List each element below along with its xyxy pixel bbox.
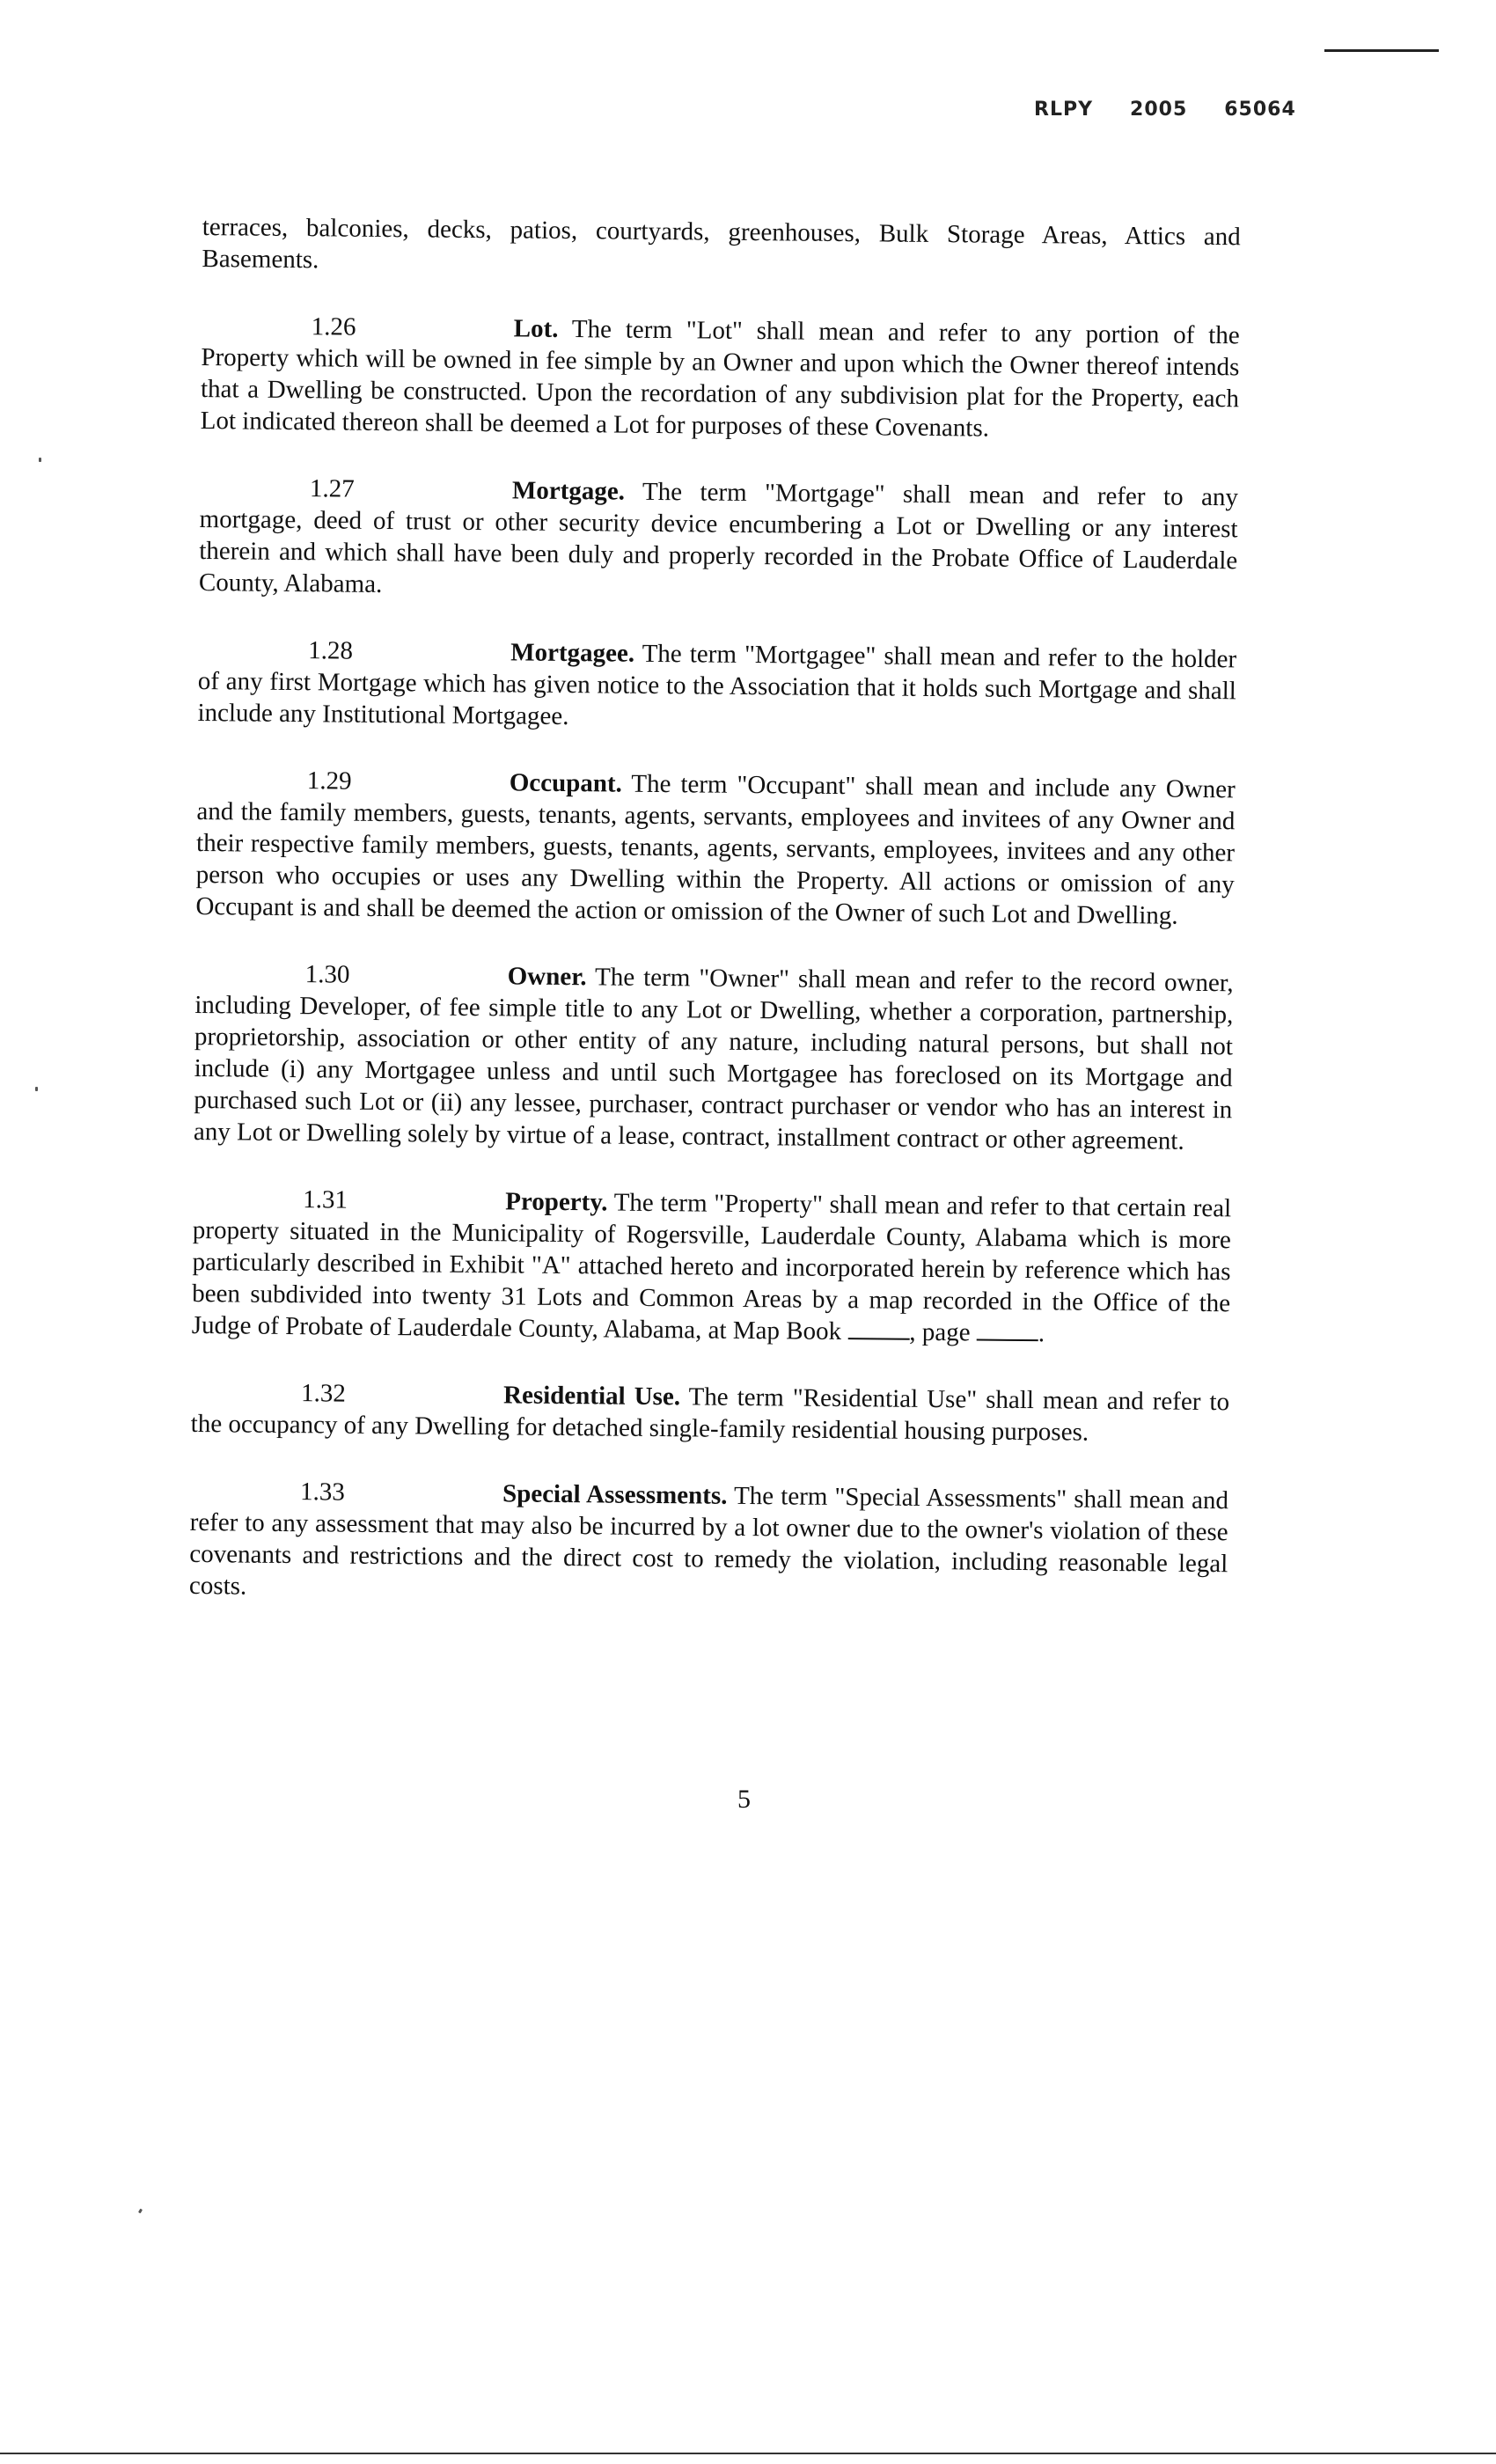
defined-term: Property. [505, 1187, 608, 1217]
section-number: 1.30 [304, 960, 350, 989]
section-number: 1.33 [299, 1478, 345, 1507]
defined-term: Mortgage. [511, 476, 626, 506]
page-blank [977, 1320, 1038, 1342]
definition-text: The term "Special Assessments" shall mean and refer to any assessment that may also be incurred by a lot owner due to the owner's violation of these covenants and restrictions and the direct cost to remedy the violation, including reasonable legal costs. [188, 1481, 1229, 1601]
definition-1-31 [192, 1183, 1232, 1351]
top-margin-rule [1324, 49, 1439, 52]
recording-number: 65064 [1224, 99, 1296, 121]
recording-reference [1034, 99, 1296, 121]
definition-1-28 [197, 634, 1236, 738]
section-number: 1.29 [306, 766, 352, 796]
intro-text: terraces, balconies, decks, patios, courtyards, greenhouses, Bulk Storage Areas, Attics and Basements. [202, 212, 1241, 275]
section-number: 1.31 [303, 1185, 348, 1214]
defined-term: Special Assessments. [502, 1479, 728, 1510]
bottom-margin-rule [0, 2453, 1496, 2454]
definition-1-32 [191, 1376, 1230, 1449]
recording-prefix: RLPY [1034, 99, 1094, 121]
defined-term: Owner. [507, 962, 587, 992]
definition-text: The term "Residential Use" shall mean and refer to the occupancy of any Dwelling for detached single-family residential housing purposes. [190, 1382, 1230, 1447]
scan-speck [35, 1087, 38, 1091]
page-number: 5 [737, 1785, 751, 1814]
document-body [188, 211, 1240, 1646]
definition-1-30 [194, 957, 1234, 1157]
recording-year: 2005 [1130, 99, 1188, 121]
definition-text-mid: , page [909, 1317, 971, 1347]
definition-text: The term "Mortgagee" shall mean and refer to the holder of any first Mortgage which has given notice to the Association that it holds such Mortgage and shall include any Institutional Mortgagee. [197, 639, 1237, 731]
section-number: 1.28 [308, 636, 354, 665]
map-book-blank [847, 1318, 909, 1340]
definition-text: The term "Owner" shall mean and refer to the record owner, including Developer, of fee simple title to any Lot or Dwelling, whether a corporation, partnership, proprietorship, association or other entity of any nature, including natural persons, but shall not include (i) any Mortgagee unless and until such Mortgagee has foreclosed on its Mortgage and purchased such Lot or (ii) any lessee, purchaser, contract purchaser or vendor who has an interest in any Lot or Dwelling solely by virtue of a lease, contract, installment contract or other agreement. [193, 963, 1234, 1155]
defined-term: Mortgagee. [510, 638, 635, 668]
section-number: 1.27 [309, 474, 355, 503]
definition-text: The term "Property" shall mean and refer to that certain real property situated in the Municipality of Rogersville, Lauderdale County, Alabama which is more particularly described in Exhibit "A" attached hereto and incorporated herein by reference which has been subdivided into twenty 31 Lots and Common Areas by a map recorded in the Office of the Judge of Probate of Lauderdale County, Alabama, at Map Book [191, 1188, 1232, 1346]
section-number: 1.32 [300, 1379, 347, 1408]
definition-1-29 [195, 764, 1236, 932]
definition-text: The term "Mortgage" shall mean and refer to any mortgage, deed of trust or other security device encumbering a Lot or Dwelling or any interest therein and which shall have been duly and properly recorded in the Probate Office of Lauderdale County, Alabama. [198, 477, 1239, 598]
definition-text-end: . [1038, 1319, 1045, 1348]
scan-speck [138, 2209, 143, 2214]
definition-1-33 [189, 1475, 1228, 1611]
definition-1-27 [199, 472, 1238, 608]
section-number: 1.26 [311, 312, 356, 341]
definition-text: The term "Occupant" shall mean and include any Owner and the family members, guests, tenants, agents, servants, employees and invitees of any Owner and their respective family members, guests, tenants, agents, servants, employees, invitees and any other person who occupies or uses any Dwelling within the Property. All actions or omission of any Occupant is and shall be deemed the action or omission of the Owner of such Lot and Dwelling. [195, 769, 1236, 930]
intro-paragraph [202, 211, 1241, 284]
defined-term: Residential Use. [502, 1381, 681, 1412]
scan-speck [39, 458, 41, 462]
definition-1-26 [201, 310, 1240, 446]
defined-term: Occupant. [509, 768, 623, 798]
definition-text: The term "Lot" shall mean and refer to any portion of the Property which will be owned in fee simple by an Owner and upon which the Owner thereof intends that a Dwelling be constructed. Upon the recordation of any subdivision plat for the Property, each Lot indicated thereon shall be deemed a Lot for purposes of these Covenants. [200, 315, 1240, 443]
defined-term: Lot. [513, 314, 559, 343]
